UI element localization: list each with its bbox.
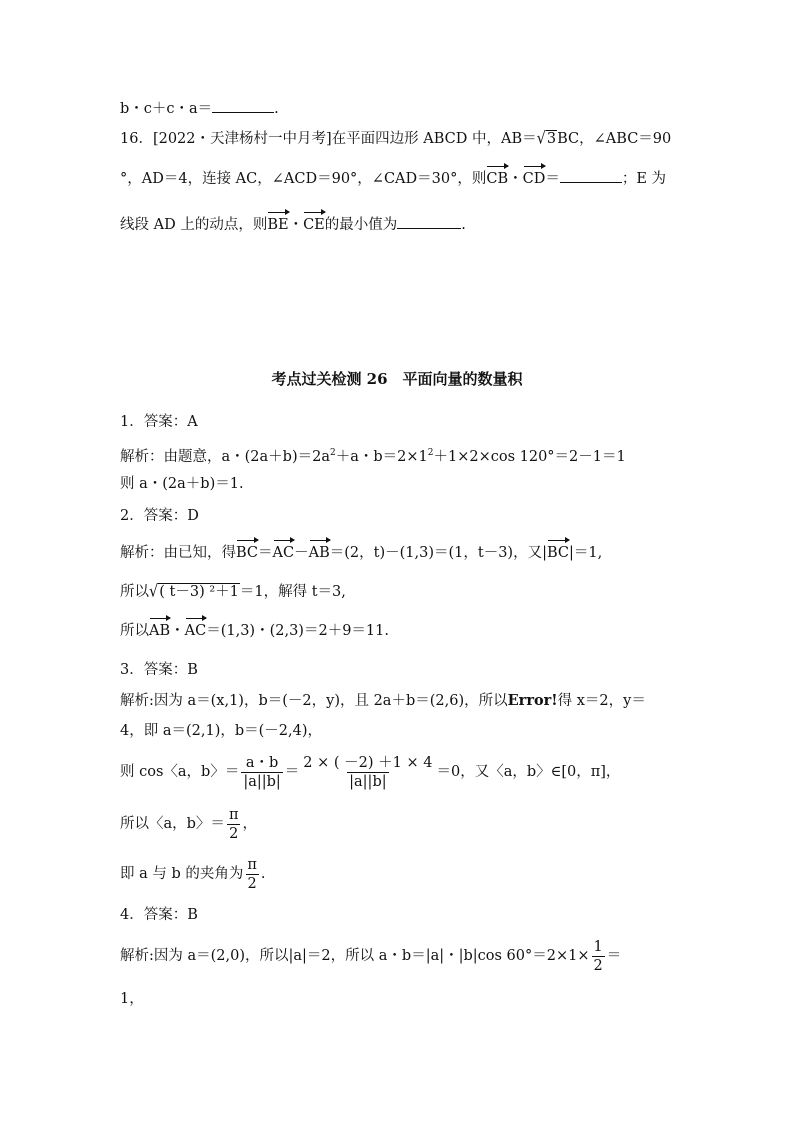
answer-4-line1 (120, 936, 621, 976)
q15-end: . (274, 101, 279, 117)
answer-text: 则 cos〈a，b〉＝ (120, 764, 240, 780)
dot-operator: ・ (508, 171, 523, 187)
answer-text: . (260, 866, 266, 882)
answer-text: ＝ (606, 948, 622, 964)
fraction (241, 754, 282, 791)
q16-line3 (120, 214, 466, 235)
fraction (245, 856, 259, 893)
equals: ＝ (284, 764, 300, 780)
vector-ab: AB (308, 545, 330, 561)
fraction-denominator: 2 (593, 957, 603, 974)
answer-text: ＋a・b＝2×1 (335, 448, 428, 465)
fraction-denominator: 2 (229, 825, 239, 842)
answer-text: 即 a 与 b 的夹角为 (120, 866, 244, 882)
sqrt-radicand: ( t－3) ²＋1 (159, 584, 239, 600)
answer-blank (560, 168, 622, 183)
fraction-denominator: |a||b| (243, 773, 281, 790)
vector-cb: CB (486, 171, 509, 187)
q16-text: 16．[2022・天津杨村一中月考]在平面四边形 ABCD 中，AB＝ (120, 131, 537, 147)
vector-ac: AC (272, 545, 295, 561)
answer-text: 解析:因为 a＝(x,1)，b＝(－2，y)，且 2a＋b＝(2,6)，所以 (120, 693, 508, 709)
answer-text: 所以 (120, 623, 149, 639)
answer-text: ＝(1,3)・(2,3)＝2＋9＝11. (206, 623, 389, 639)
superscript: 2 (329, 448, 336, 458)
answer-text: ＝1，解得 t＝3, (239, 584, 346, 600)
answer-1-head: 1．答案：A (120, 414, 198, 430)
answer-text: ＝0，又〈a，b〉∈[0，π]， (436, 764, 621, 780)
minus: － (294, 545, 309, 561)
answer-2-line3 (120, 621, 389, 641)
answer-1-line1 (120, 443, 626, 467)
fraction (227, 806, 241, 843)
answer-1-line2: 则 a・(2a＋b)＝1. (120, 476, 244, 492)
answer-3-line2: 4，即 a＝(2,1)，b＝(－2,4)， (120, 723, 323, 739)
error-marker: Error! (507, 692, 558, 709)
answer-text: 所以〈a，b〉＝ (120, 816, 225, 832)
sqrt-expression: √3 (536, 129, 557, 149)
q15-tail (120, 98, 279, 119)
answer-3-line1 (120, 691, 646, 711)
q16-text: °，AD＝4，连接 AC，∠ACD＝90°，∠CAD＝30°，则 (120, 171, 487, 187)
answer-text: 解析：由题意，a・(2a＋b)＝2a (120, 448, 330, 465)
answer-2-head: 2．答案：D (120, 508, 199, 524)
answer-4-head: 4．答案：B (120, 907, 198, 923)
q16-text: ；E 为 (621, 171, 667, 187)
equals: ＝ (258, 545, 273, 561)
answer-4-line2: 1， (120, 991, 144, 1007)
vector-ce: CE (303, 217, 325, 233)
answer-3-head: 3．答案：B (120, 662, 198, 678)
answer-2-line1 (120, 543, 602, 563)
q16-line1 (120, 129, 671, 149)
answer-3-line5 (120, 854, 266, 894)
q16-text: 线段 AD 上的动点，则 (120, 217, 268, 233)
dot-operator: ・ (288, 217, 304, 233)
superscript: 2 (427, 448, 434, 458)
answer-text: 解析:因为 a＝(2,0)，所以|a|＝2，所以 a・b＝|a|・|b|cos 60°＝2×1× (120, 948, 590, 964)
answer-3-line3 (120, 752, 620, 792)
fraction-numerator: 2 × ( －2) ＋1 × 4 (303, 754, 433, 771)
answer-text: |＝1, (569, 545, 603, 561)
vector-ab: AB (149, 623, 171, 639)
q16-text: BC，∠ABC＝90 (557, 131, 672, 147)
answer-2-line2 (120, 582, 346, 602)
fraction-numerator: 1 (593, 938, 603, 955)
fraction-numerator: π (228, 806, 239, 823)
vector-cd: CD (522, 171, 546, 187)
sqrt-radicand: 3 (546, 131, 557, 147)
fraction-denominator: 2 (247, 875, 257, 892)
q16-text: 的最小值为 (324, 217, 398, 233)
q15-text: b・c＋c・a＝ (120, 101, 213, 117)
answer-blank (397, 214, 461, 229)
fraction (592, 938, 605, 975)
q16-line2 (120, 168, 666, 189)
answer-text: 得 x＝2，y＝ (557, 693, 646, 709)
fraction-numerator: a・b (245, 754, 279, 771)
fraction-denominator: |a||b| (349, 773, 387, 790)
fraction-numerator: π (247, 856, 257, 873)
answer-text: ＝(2，t)－(1,3)＝(1，t－3)，又| (329, 545, 547, 561)
equals: ＝ (545, 171, 560, 187)
answer-text: ， (242, 816, 257, 832)
sqrt-expression: √( t－3) ²＋1 (149, 582, 239, 602)
answer-blank (212, 98, 274, 113)
vector-bc: BC (236, 545, 259, 561)
section-title: 考点过关检测 26 平面向量的数量积 (271, 370, 523, 388)
q16-end: . (461, 217, 466, 233)
vector-be: BE (267, 217, 289, 233)
dot-operator: ・ (170, 623, 185, 639)
vector-bc: BC (546, 545, 569, 561)
answer-3-line4 (120, 804, 257, 844)
answer-text: 所以 (120, 584, 149, 600)
answer-text: ＋1×2×cos 120°＝2－1＝1 (433, 448, 626, 465)
fraction (301, 754, 434, 791)
answer-text: 解析：由已知，得 (120, 545, 236, 561)
vector-ac: AC (184, 623, 207, 639)
